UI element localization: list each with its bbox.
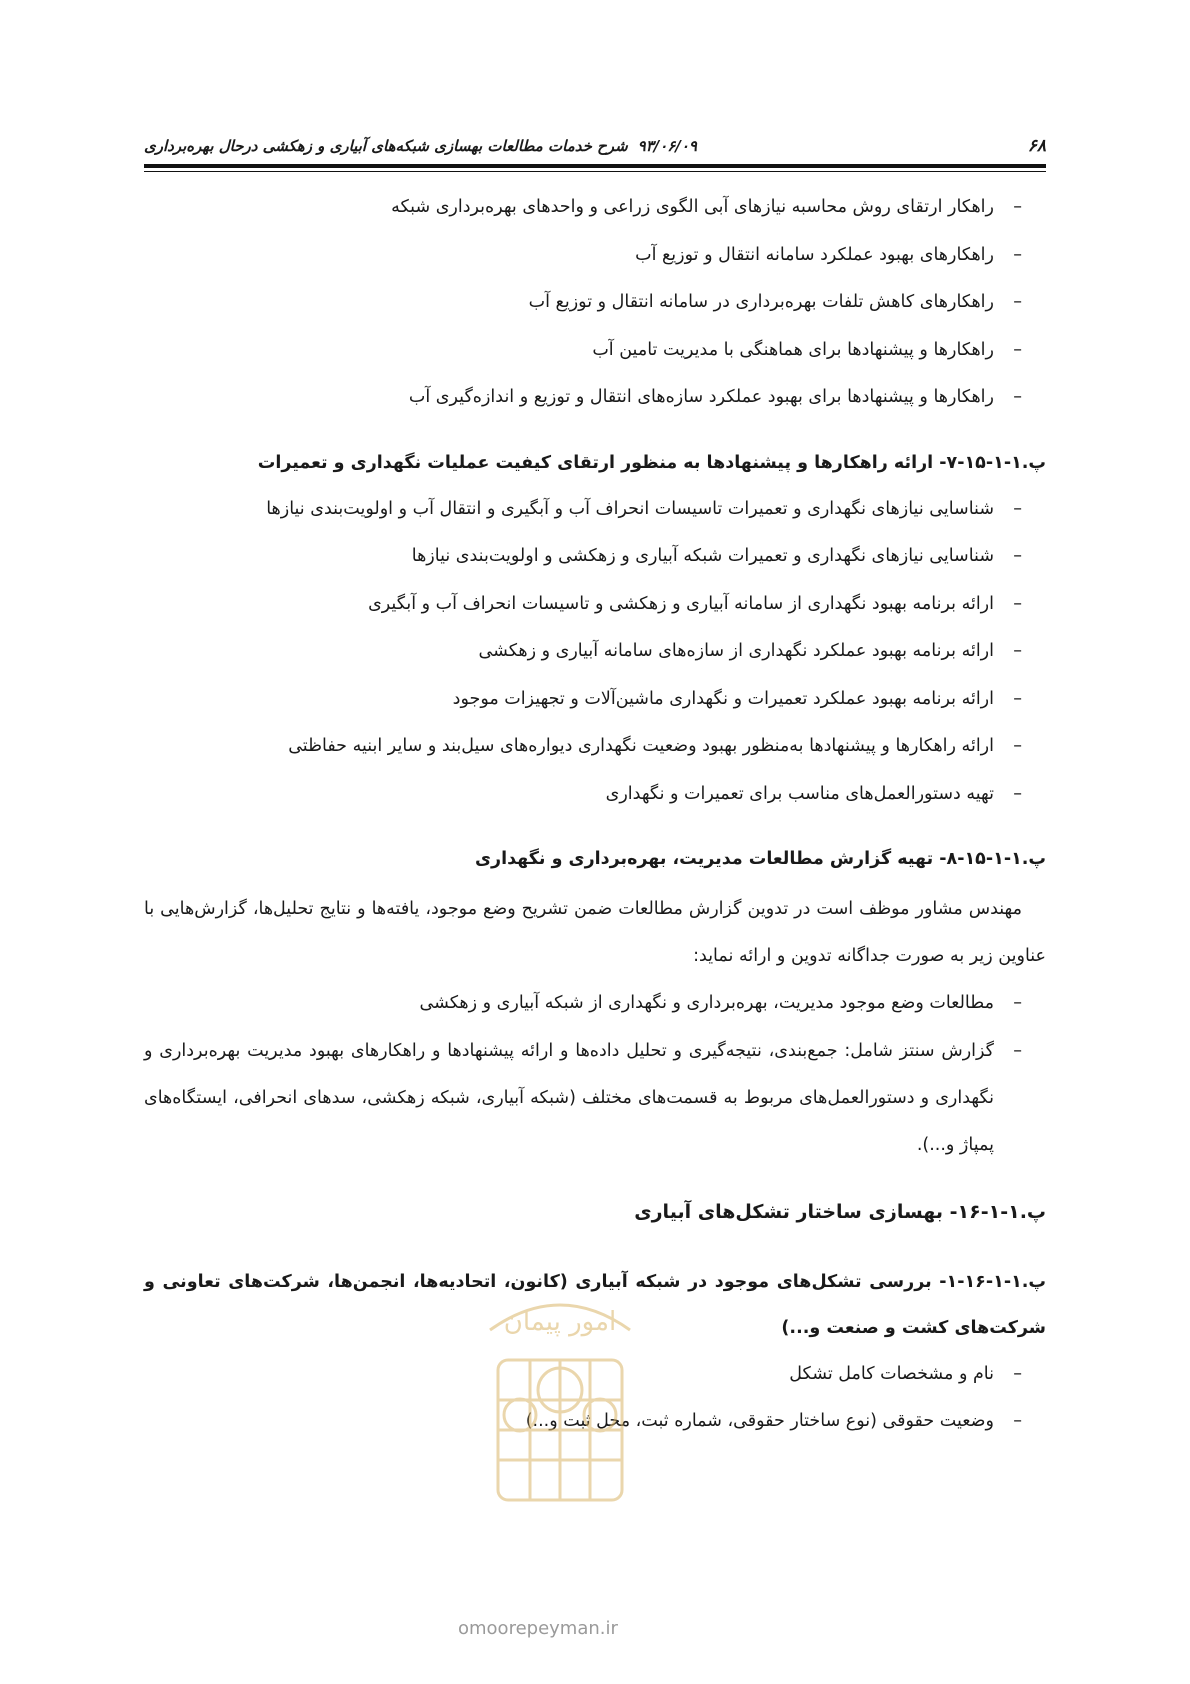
list-improvement-strategies	[144, 184, 1046, 422]
list-item: – راهکار ارتقای روش محاسبه نیازهای آبی الگوی زراعی و واحدهای بهره‌برداری شبکه	[391, 197, 1022, 217]
list-item: – مطالعات وضع موجود مدیریت، بهره‌برداری و نگهداری از شبکه آبیاری و زهکشی	[419, 993, 1022, 1013]
page-content	[144, 184, 1046, 1446]
list-item: – شناسایی نیازهای نگهداری و تعمیرات شبکه آبیاری و زهکشی و اولویت‌بندی نیازها	[411, 546, 1022, 566]
header-date: ۹۳/۰۶/۰۹	[637, 137, 697, 155]
list-item: – ارائه راهکارها و پیشنهادها به‌منظور بهبود وضعیت نگهداری دیواره‌های سیل‌بند و سایر ابنیه حفاظتی	[288, 736, 1022, 756]
paragraph-report: مهندس مشاور موظف است در تدوین گزارش مطالعات ضمن تشریح وضع موجود، یافته‌ها و نتایج تحلیل‌ها، گزارش‌هایی با عناوین زیر به صورت جداگانه تدوین و ارائه نماید:	[144, 899, 1046, 966]
list-item: – ارائه برنامه بهبود عملکرد نگهداری از سازه‌های سامانه آبیاری و زهکشی	[478, 641, 1022, 661]
section-heading-report: پ.۱-۱-۱۵-۸- تهیه گزارش مطالعات مدیریت، بهره‌برداری و نگهداری	[474, 849, 1046, 869]
section-heading-existing-associations: پ.۱-۱-۱۶-۱- بررسی تشکل‌های موجود در شبکه آبیاری (کانون، اتحادیه‌ها، انجمن‌ها، شرکت‌های تعاونی و شرکت‌های کشت و صنعت و...)	[144, 1271, 1046, 1338]
header-rule-thick	[144, 164, 1046, 168]
section-heading-associations: پ.۱-۱-۱۶- بهسازی ساختار تشکل‌های آبیاری	[634, 1200, 1046, 1223]
svg-text:امور پیمان: امور پیمان	[503, 1307, 617, 1337]
list-reports	[144, 980, 1046, 1169]
list-item: – وضعیت حقوقی (نوع ساختار حقوقی، شماره ثبت، محل ثبت و...)	[525, 1411, 1022, 1431]
running-title	[144, 137, 697, 155]
header-rule-thin	[144, 171, 1046, 172]
list-item: – نام و مشخصات کامل تشکل	[789, 1363, 1022, 1384]
watermark-seal-icon	[470, 1290, 650, 1520]
list-item: – راهکارهای کاهش تلفات بهره‌برداری در سامانه انتقال و توزیع آب	[528, 292, 1022, 312]
section-heading-maintenance: پ.۱-۱-۱۵-۷- ارائه راهکارها و پیشنهادها به منظور ارتقای کیفیت عملیات نگهداری و تعمیرات	[257, 452, 1046, 473]
list-item: – راهکارها و پیشنهادها برای هماهنگی با مدیریت تامین آب	[592, 339, 1022, 360]
list-item: – گزارش سنتز شامل: جمع‌بندی، نتیجه‌گیری و تحلیل داده‌ها و ارائه پیشنهادها و راهکارهای بهبود مدیریت بهره‌برداری و نگهداری و دستورالعمل‌های مربوط به قسمت‌های مختلف (شبکه آبیاری، شبکه زهکشی، سدهای انحرافی، ایستگاه‌های پمپاژ و...).	[144, 1040, 1022, 1155]
page-number: ۶۸	[1027, 136, 1046, 156]
header-title: شرح خدمات مطالعات بهسازی شبکه‌های آبیاری و زهکشی درحال بهره‌برداری	[144, 137, 628, 155]
page-header	[144, 128, 1046, 164]
list-item: – تهیه دستورالعمل‌های مناسب برای تعمیرات و نگهداری	[605, 783, 1022, 804]
list-item: – ارائه برنامه بهبود عملکرد تعمیرات و نگهداری ماشین‌آلات و تجهیزات موجود	[452, 688, 1022, 709]
list-item: – شناسایی نیازهای نگهداری و تعمیرات تاسیسات انحراف آب و آبگیری و انتقال آب و اولویت‌بندی نیازها	[266, 498, 1022, 519]
list-item: – ارائه برنامه بهبود نگهداری از سامانه آبیاری و زهکشی و تاسیسات انحراف آب و آبگیری	[368, 593, 1022, 614]
list-item: – راهکارهای بهبود عملکرد سامانه انتقال و توزیع آب	[635, 244, 1022, 265]
list-item: – راهکارها و پیشنهادها برای بهبود عملکرد سازه‌های انتقال و توزیع و اندازه‌گیری آب	[408, 387, 1022, 407]
watermark-site: omoorepeyman.ir	[458, 1618, 618, 1639]
list-maintenance	[144, 486, 1046, 819]
